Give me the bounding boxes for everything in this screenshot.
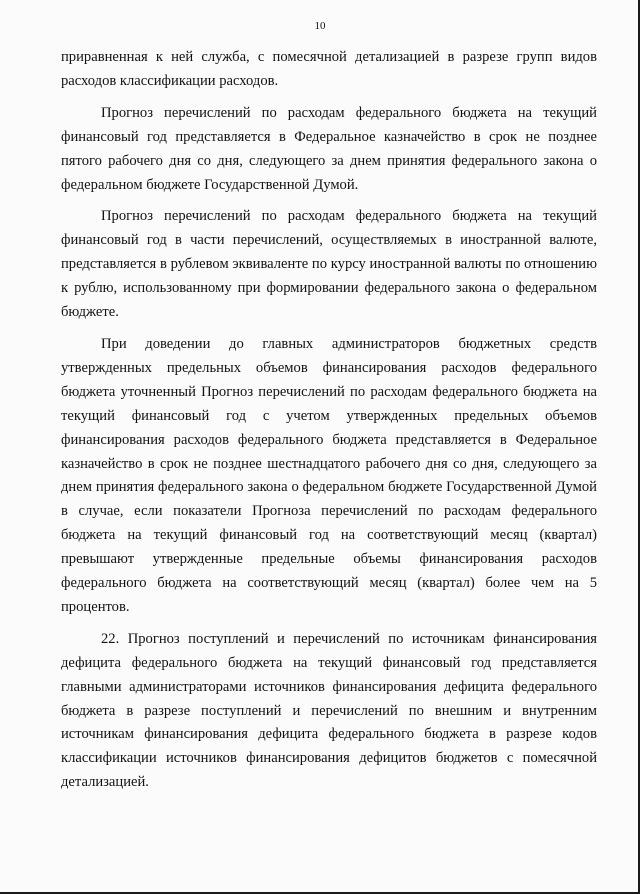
document-body bbox=[61, 46, 597, 795]
paragraph-section-22: 22. Прогноз поступлений и перечислений по источникам финансирования дефицита федерального бюджета на текущий финансовый год представляется главными администраторами источников финансирования дефицита федерального бюджета в разрезе поступлений и перечислений по внешним и внутренним источникам финансирования дефицита федерального бюджета в разрезе кодов классификации источников финансирования дефицитов бюджетов с помесячной детализацией. bbox=[61, 630, 597, 791]
paragraph: При доведении до главных администраторов бюджетных средств утвержденных предельных объемов финансирования расходов федерального бюджета уточненный Прогноз перечислений по расходам федерального бюджета на текущий финансовый год с учетом утвержденных предельных объемов финансирования расходов федерального бюджета представляется в Федеральное казначейство в срок не позднее шестнадцатого рабочего дня со дня, следующего за днем принятия федерального закона о федеральном бюджете Государственной Думой в случае, если показатели Прогноза перечислений по расходам федерального бюджета на текущий финансовый год на соответствующий месяц (квартал) превышают утвержденные предельные объемы финансирования расходов федерального бюджета на соответствующий месяц (квартал) более чем на 5 процентов. bbox=[61, 335, 597, 615]
paragraph: Прогноз перечислений по расходам федерального бюджета на текущий финансовый год представляется в Федеральное казначейство в срок не позднее пятого рабочего дня со дня, следующего за днем принятия федерального закона о федеральном бюджете Государственной Думой. bbox=[61, 104, 597, 193]
paragraph: приравненная к ней служба, с помесячной детализацией в разрезе групп видов расходов классификации расходов. bbox=[61, 49, 597, 89]
paragraph: Прогноз перечислений по расходам федерального бюджета на текущий финансовый год в части перечислений, осуществляемых в иностранной валюте, представляется в рублевом эквиваленте по курсу иностранной валюты по отношению к рублю, использованному при формировании федерального закона о федеральном бюджете. bbox=[61, 208, 597, 321]
page-number: 10 bbox=[314, 20, 326, 32]
